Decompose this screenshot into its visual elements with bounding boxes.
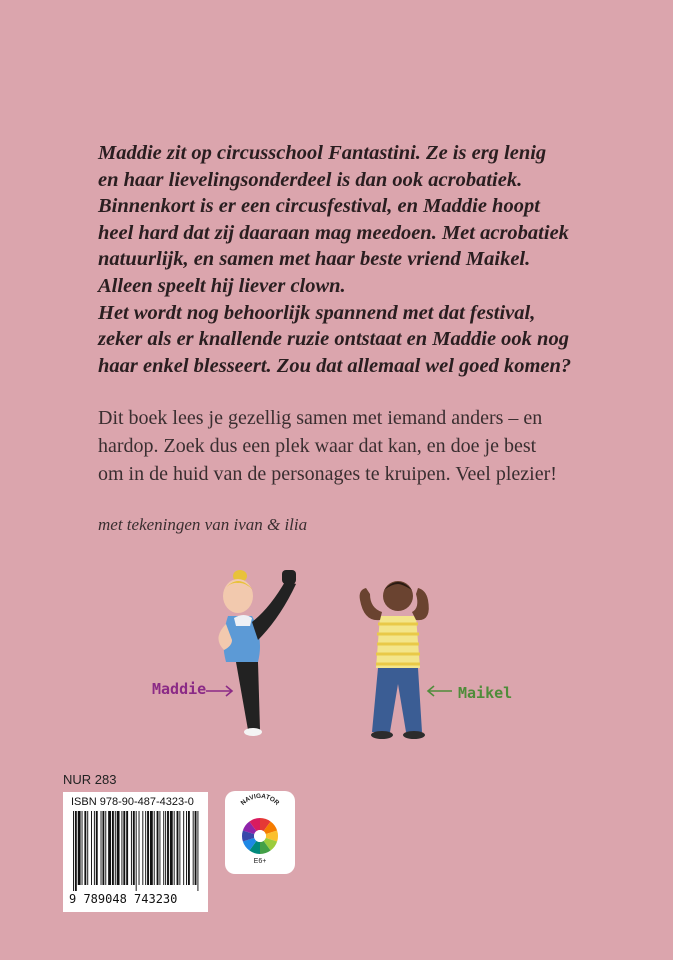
blurb-line: natuurlijk, en samen met haar beste vriend Maikel. xyxy=(98,248,531,271)
blurb-line: Alleen speelt hij liever clown. xyxy=(98,274,346,297)
maikel-label: Maikel xyxy=(458,684,513,702)
navigator-level: E6+ xyxy=(253,858,267,865)
svg-text:NAVIGATOR xyxy=(240,793,281,807)
ean-digits: 9 789048 743230 xyxy=(69,892,178,906)
blurb-line: zeker als er knallende ruzie ontstaat en Maddie ook nog xyxy=(98,328,569,351)
blurb-line: heel hard dat zij daaraan mag meedoen. Met acrobatiek xyxy=(98,221,569,244)
maikel-arrow xyxy=(428,686,452,696)
characters-illustration xyxy=(140,560,540,750)
illustrator-credit: met tekeningen van ivan & ilia xyxy=(98,515,308,534)
nur-code: NUR 283 xyxy=(63,772,117,787)
invite-line: om in de huid van de personages te kruipen. Veel plezier! xyxy=(98,463,557,485)
barcode-block xyxy=(63,792,208,912)
blurb-line: Maddie zit op circusschool Fantastini. Ze is erg lenig xyxy=(98,142,547,164)
maddie-figure xyxy=(218,570,296,736)
navigator-title: NAVIGATOR xyxy=(239,792,281,807)
blurb-line: Binnenkort is er een circusfestival, en Maddie hoopt xyxy=(98,195,540,218)
invite-line: hardop. Zoek dus een plek waar dat kan, en doe je best xyxy=(98,435,537,457)
ean-barcode xyxy=(71,811,201,891)
maikel-figure xyxy=(360,581,429,739)
back-cover-blurb xyxy=(98,140,658,379)
navigator-badge xyxy=(225,791,295,874)
maddie-label: Maddie xyxy=(152,680,207,698)
blurb-line: en haar lievelingsonderdeel is dan ook acrobatiek. xyxy=(98,168,523,191)
blurb-line: haar enkel blesseert. Zou dat allemaal wel goed komen? xyxy=(98,354,572,377)
invite-line: Dit boek lees je gezellig samen met iemand anders – en xyxy=(98,407,543,429)
maddie-arrow xyxy=(206,686,232,696)
isbn-text: ISBN 978-90-487-4323-0 xyxy=(71,796,194,808)
blurb-line: Het wordt nog behoorlijk spannend met dat festival, xyxy=(98,301,536,324)
reading-invitation xyxy=(98,404,658,488)
